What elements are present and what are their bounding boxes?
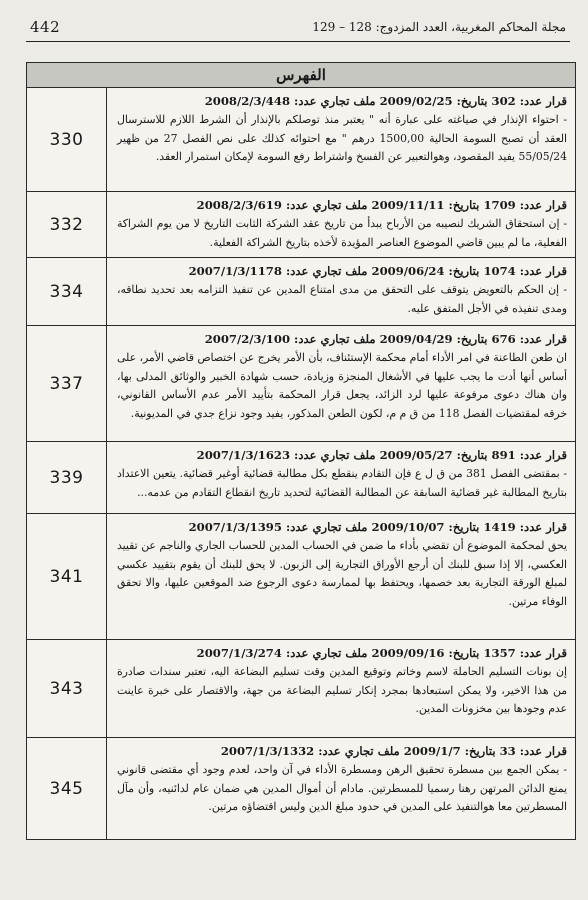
page-reference: 341 xyxy=(27,514,107,639)
decision-summary: - بمقتضى الفصل 381 من ق ل ع فإن التقادم ينقطع بكل مطالبة قضائية أوغير قضائية. يتعين الاعتداد بتاريخ المطالبة غير قضائية السابقة عن المطالبة القضائية لتحديد تاريخ انقطاع التقادم من عدمه... xyxy=(117,467,567,499)
decision-heading: قرار عدد: 33 بتاريخ: 2009/1/7 ملف تجاري عدد: 2007/1/3/1332 xyxy=(220,744,567,758)
entry-body xyxy=(107,514,575,639)
page-number: 442 xyxy=(30,18,61,36)
index-entry xyxy=(27,192,575,258)
index-entry xyxy=(27,738,575,839)
index-entry xyxy=(27,442,575,514)
journal-title: مجلة المحاكم المغربية، العدد المزدوج: 128 – 129 xyxy=(312,20,566,34)
decision-summary: - إن الحكم بالتعويض يتوقف على التحقق من مدى امتناع المدين عن تنفيذ التزامه بعد تحديد نطاقه، ومدى تنفيذه في الأجل المتفق عليه. xyxy=(117,283,567,315)
decision-heading: قرار عدد: 302 بتاريخ: 2009/02/25 ملف تجاري عدد: 2008/2/3/448 xyxy=(204,94,567,108)
entry-body xyxy=(107,258,575,325)
decision-summary: - احتواء الإنذار في صياغته على عبارة أنه " يعتبر منذ توصلكم بالإنذار أن الشرط اللازم للاسترسال العقد أن تصبح السومة الحالية 1500,00 درهم " مع احتوائه كذلك على نص الفصل 27 من ظهير 55/05/24 يفيد المقصود، وهوالتعبير عن الفسخ واشتراط رفع السومة لإمكان استمرار العقد. xyxy=(117,113,567,163)
decision-heading: قرار عدد: 676 بتاريخ: 2009/04/29 ملف تجاري عدد: 2007/2/3/100 xyxy=(204,332,567,346)
decision-summary: - إن استحقاق الشريك لنصيبه من الأرباح يبدأ من تاريخ عقد الشركة الثابت التاريخ لا من يوم الشراكة الفعلية، ما لم يبين قاضي الموضوع العناصر المؤيدة لأخذه بتاريخ الشراكة الفعلية. xyxy=(117,217,567,249)
page-reference: 334 xyxy=(27,258,107,325)
decision-heading: قرار عدد: 891 بتاريخ: 2009/05/27 ملف تجاري عدد: 2007/1/3/1623 xyxy=(196,448,567,462)
entry-body xyxy=(107,192,575,257)
page-reference: 332 xyxy=(27,192,107,257)
decision-heading: قرار عدد: 1357 بتاريخ: 2009/09/16 ملف تجاري عدد: 2007/1/3/274 xyxy=(196,646,567,660)
decision-summary: - يمكن الجمع بين مسطرة تحقيق الرهن ومسطرة الأداء في آن واحد، لعدم وجود أي مقتضى قانوني يمنع الدائن المرتهن رهنا رسميا للمسطرتين. مادام أن أموال المدين هي ضمان عام لدائنيه، وأن مآل المسطرتين معا هوالتنفيذ على المدين في حدود مبلغ الدين وليس اقتضاؤه مرتين. xyxy=(117,763,567,813)
index-entry xyxy=(27,258,575,326)
page-reference: 330 xyxy=(27,88,107,191)
decision-heading: قرار عدد: 1419 بتاريخ: 2009/10/07 ملف تجاري عدد: 2007/1/3/1395 xyxy=(188,520,567,534)
index-entry xyxy=(27,88,575,192)
page-reference: 343 xyxy=(27,640,107,737)
page-reference: 345 xyxy=(27,738,107,839)
decision-summary: ان طعن الطاعنة في امر الأداء أمام محكمة الإستئناف، بأن الأمر يخرج عن اختصاص قاضي الأمر، على أساس أنها أدت ما يجب عليها في الأشغال المنجزة وزيادة، حسب شهادة الخبير والوثائق المدلى بها، وان هناك دعوى مرفوعة عليها لرد الزائد، يجعل قرار المحكمة بتأييد الأمر عدم الأساس القانوني، خرقه لمقتضيات الفصل 118 من ق م م، لكون الطعن المذكور، يفيد وجود نزاع جدي في المديونية. xyxy=(117,351,567,420)
entry-body xyxy=(107,640,575,737)
index-entry xyxy=(27,514,575,640)
page-reference: 337 xyxy=(27,326,107,441)
decision-heading: قرار عدد: 1709 بتاريخ: 2009/11/11 ملف تجاري عدد: 2008/2/3/619 xyxy=(196,198,567,212)
decision-summary: يحق لمحكمة الموضوع أن تقضي بأداء ما ضمن في الحساب المدين للحساب الجاري والناجم عن تقييد العكسي، إلا إذا سبق للبنك أن أرجع الأوراق التجارية إلى الزبون. لا يحق للبنك أن يقوم بتقييد عكسي لمبلغ الورقة التجارية بعد خصمها، ويحتفظ بها لممارسة دعوى الرجوع ضد الموقعين عليها، والا تحقق الوفاء مرتين. xyxy=(117,539,567,608)
header-divider xyxy=(26,41,570,42)
page-reference: 339 xyxy=(27,442,107,513)
decision-summary: إن بونات التسليم الحاملة لاسم وخاتم وتوقيع المدين وقت تسليم البضاعة اليه، تعتبر سندات صادرة من هذا الاخير، ولا يمكن استبعادها بمجرد إنكار تسليم البضاعة من جهة، والاقتصار على خبرة عاينت عدم وجودها بين مخزونات المدين. xyxy=(117,665,567,715)
entry-body xyxy=(107,326,575,441)
table-title: الفهرس xyxy=(27,63,575,88)
entry-body xyxy=(107,738,575,839)
index-entry xyxy=(27,640,575,738)
index-table xyxy=(26,62,576,840)
entry-body xyxy=(107,88,575,191)
entry-body xyxy=(107,442,575,513)
index-entry xyxy=(27,326,575,442)
page-header xyxy=(0,0,588,46)
decision-heading: قرار عدد: 1074 بتاريخ: 2009/06/24 ملف تجاري عدد: 2007/1/3/1178 xyxy=(188,264,567,278)
